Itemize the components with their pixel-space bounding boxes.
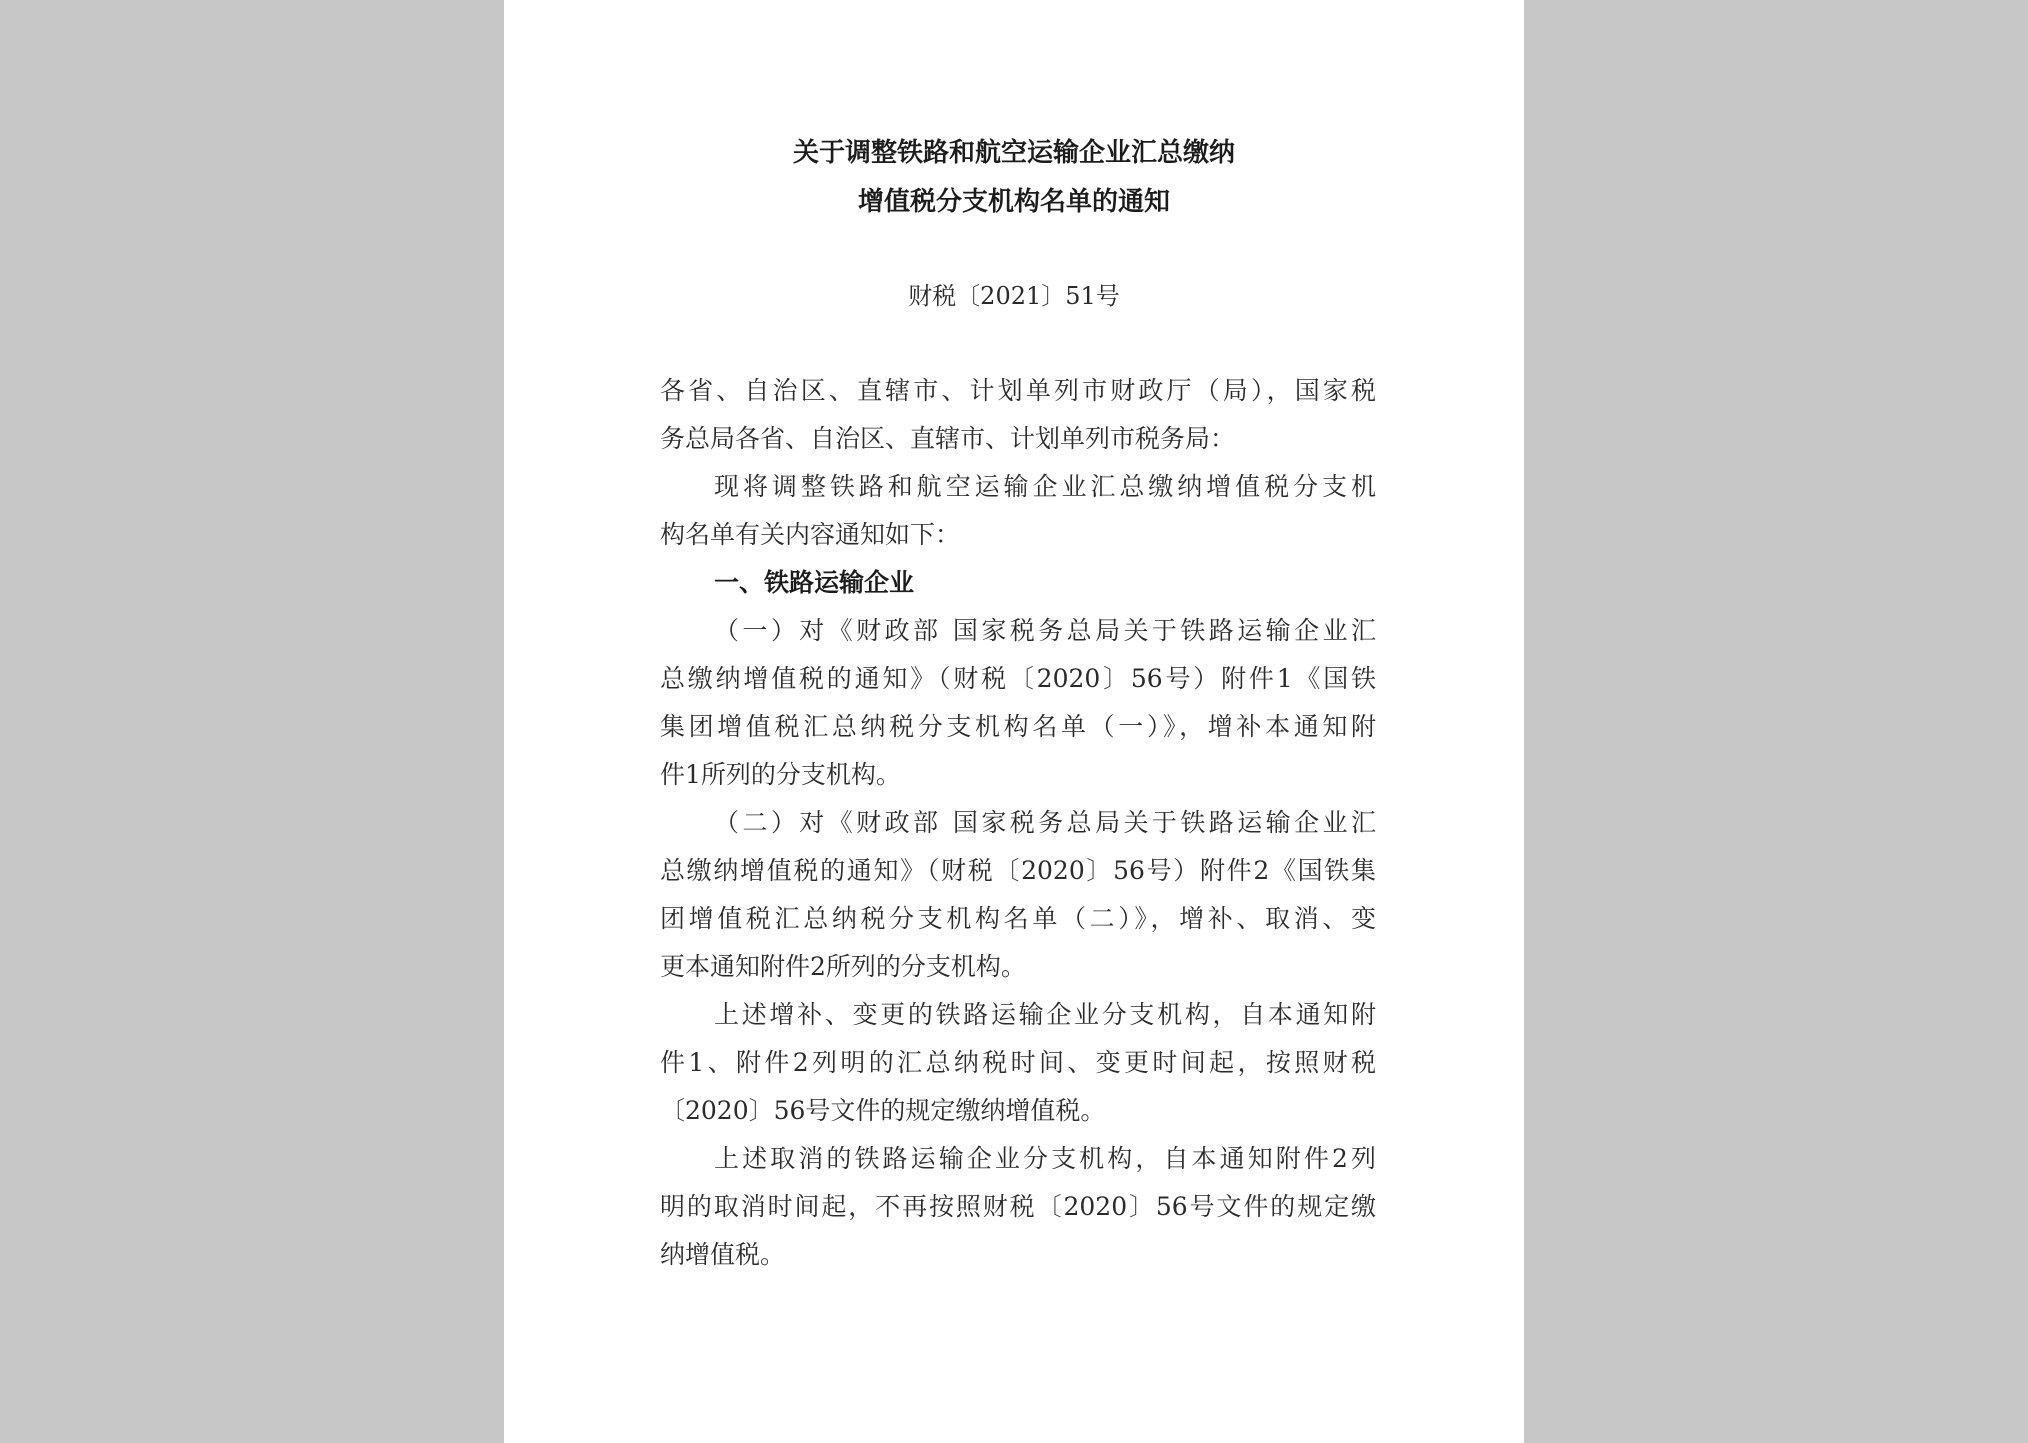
body-line: 更本通知附件2所列的分支机构。 <box>660 952 1026 981</box>
body-line: 〔2020〕56号文件的规定缴纳增值税。 <box>660 1096 1106 1125</box>
document-title-line-1: 关于调整铁路和航空运输企业汇总缴纳 <box>792 138 1235 168</box>
body-line: 件1、附件2列明的汇总纳税时间、变更时间起，按照财税 <box>660 1048 1376 1077</box>
body-line: 团增值税汇总纳税分支机构名单（二）》，增补、取消、变 <box>660 904 1376 933</box>
addressee-line: 各省、自治区、直辖市、计划单列市财政厅（局），国家税 <box>660 376 1376 405</box>
body-line: （一）对《财政部 国家税务总局关于铁路运输企业汇 <box>714 616 1376 645</box>
body-line: 集团增值税汇总纳税分支机构名单（一）》，增补本通知附 <box>660 712 1376 741</box>
section-heading: 一、铁路运输企业 <box>714 568 915 597</box>
body-line: 总缴纳增值税的通知》（财税〔2020〕56号）附件1《国铁 <box>660 664 1376 693</box>
body-line: （二）对《财政部 国家税务总局关于铁路运输企业汇 <box>714 808 1376 837</box>
body-line: 上述取消的铁路运输企业分支机构，自本通知附件2列 <box>714 1144 1376 1173</box>
body-line: 件1所列的分支机构。 <box>660 760 901 789</box>
body-line: 纳增值税。 <box>660 1240 786 1269</box>
body-line: 上述增补、变更的铁路运输企业分支机构，自本通知附 <box>714 1000 1376 1029</box>
addressee-line: 务总局各省、自治区、直辖市、计划单列市税务局： <box>660 424 1236 453</box>
body-line: 总缴纳增值税的通知》（财税〔2020〕56号）附件2《国铁集 <box>660 856 1376 885</box>
body-line: 现将调整铁路和航空运输企业汇总缴纳增值税分支机 <box>714 472 1376 501</box>
document-page <box>504 0 1524 1443</box>
document-number: 财税〔2021〕51号 <box>908 282 1120 310</box>
body-line: 明的取消时间起，不再按照财税〔2020〕56号文件的规定缴 <box>660 1192 1376 1221</box>
document-title-line-2: 增值税分支机构名单的通知 <box>857 187 1170 217</box>
body-line: 构名单有关内容通知如下： <box>660 520 961 549</box>
